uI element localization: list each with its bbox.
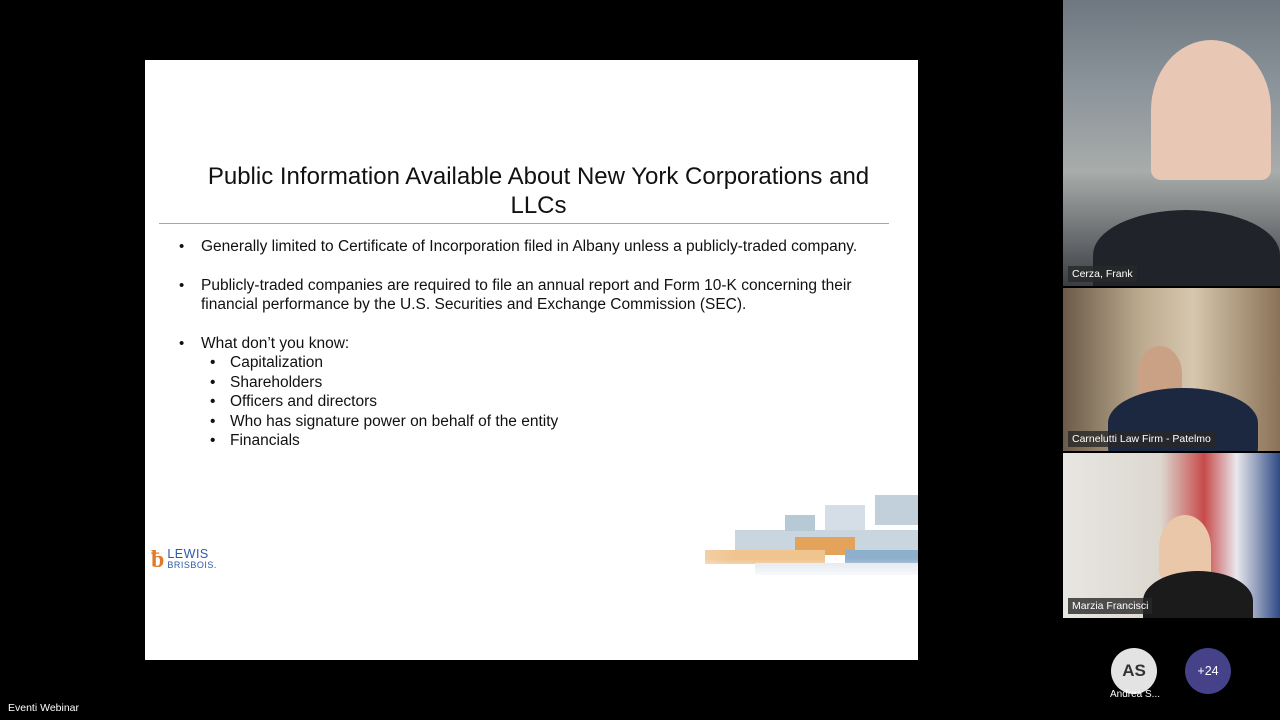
bullet-list bbox=[179, 237, 899, 470]
logo-line-1: LEWIS bbox=[167, 547, 209, 561]
participant-name: Carnelutti Law Firm - Patelmo bbox=[1068, 431, 1215, 447]
participant-name: Cerza, Frank bbox=[1068, 266, 1137, 282]
participant-name: Marzia Francisci bbox=[1068, 598, 1152, 614]
sub-bullet-item: • Financials bbox=[210, 431, 899, 451]
sub-bullet-item: • Officers and directors bbox=[210, 392, 899, 412]
meeting-title: Eventi Webinar bbox=[8, 702, 80, 714]
lewis-brisbois-logo bbox=[151, 548, 217, 572]
participant-avatar-name: Andrea S... bbox=[1109, 689, 1161, 700]
mosaic-fade bbox=[585, 475, 918, 580]
logo-mark: ƀ bbox=[151, 547, 165, 573]
bullet-item: • Publicly-traded companies are required to file an annual report and Form 10-K concerning their financial performance by the U.S. Securities and Exchange Commission (SEC). bbox=[179, 276, 899, 315]
bullet-item bbox=[179, 334, 899, 451]
slide-title: Public Information Available About New York Corporations and LLCs bbox=[207, 163, 870, 219]
more-participants-button[interactable]: +24 bbox=[1185, 648, 1231, 694]
title-divider bbox=[159, 223, 889, 224]
bullet-item: • Generally limited to Certificate of Incorporation filed in Albany unless a publicly-traded company. bbox=[179, 237, 899, 257]
sub-bullet-item: • Who has signature power on behalf of the entity bbox=[210, 412, 899, 432]
participant-video bbox=[1151, 40, 1271, 180]
participant-video-tile[interactable] bbox=[1063, 288, 1280, 451]
participant-video-tile[interactable] bbox=[1063, 0, 1280, 286]
sub-bullet-item: • Shareholders bbox=[210, 373, 899, 393]
bullet-text: What don’t you know: bbox=[201, 334, 350, 352]
shared-slide bbox=[145, 60, 918, 660]
logo-line-2: BRISBOIS. bbox=[167, 560, 217, 570]
sub-bullet-item: • Capitalization bbox=[210, 353, 899, 373]
participant-video-tile[interactable] bbox=[1063, 453, 1280, 618]
sub-bullet-list bbox=[201, 353, 899, 451]
participant-avatar[interactable]: AS bbox=[1111, 648, 1157, 694]
